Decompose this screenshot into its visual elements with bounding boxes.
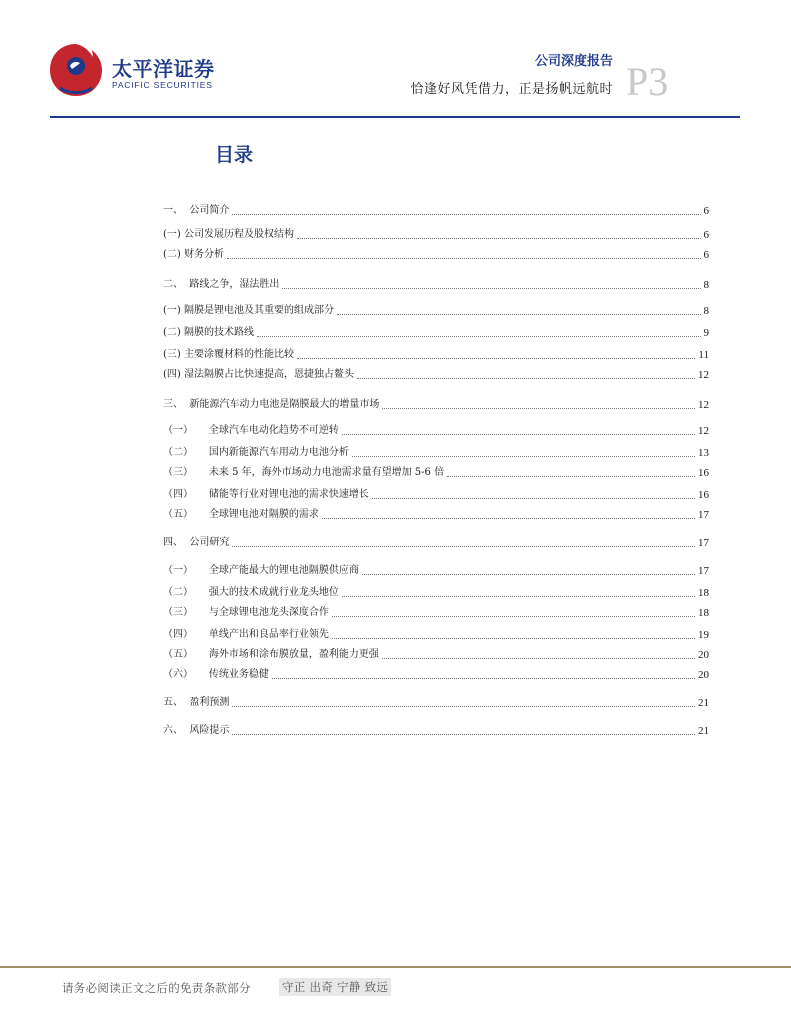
toc-entry-page: 6 (703, 205, 709, 217)
toc-entry[interactable] (163, 444, 709, 460)
toc-entry-page: 16 (698, 489, 709, 501)
toc-leader-dots (297, 358, 695, 359)
page-number: P3 (626, 59, 669, 104)
toc-leader-dots (337, 314, 701, 315)
toc-entry-page: 16 (698, 467, 709, 479)
footer-disclaimer: 请务必阅读正文之后的免责条款部分 (62, 981, 251, 995)
toc-entry-label: （四） 单线产出和良品率行业领先 (163, 629, 329, 640)
toc-entry-label: （一） 全球产能最大的锂电池隔膜供应商 (163, 565, 359, 576)
toc-entry[interactable] (163, 584, 709, 600)
toc-leader-dots (232, 214, 700, 215)
toc-entry[interactable] (163, 464, 709, 480)
toc-entry[interactable] (163, 396, 709, 412)
toc-entry-page: 6 (703, 229, 709, 241)
toc-entry-label: （一） 全球汽车电动化趋势不可逆转 (163, 425, 339, 436)
toc-entry[interactable] (163, 346, 709, 362)
toc-entry-page: 17 (698, 509, 709, 521)
toc-entry-label: （二） 强大的技术成就行业龙头地位 (163, 587, 339, 598)
toc-entry-page: 18 (698, 607, 709, 619)
toc-leader-dots (232, 734, 695, 735)
toc-leader-dots (282, 288, 700, 289)
toc-entry[interactable] (163, 486, 709, 502)
toc-entry[interactable] (163, 506, 709, 522)
toc-entry[interactable] (163, 722, 709, 738)
toc-entry-label: 四、 公司研究 (163, 537, 230, 548)
toc-heading: 目录 (215, 144, 254, 166)
toc-entry-label: (四) 湿法隔膜占比快速提高，恩捷独占鳌头 (163, 369, 354, 380)
toc-entry[interactable] (163, 646, 709, 662)
toc-leader-dots (362, 574, 695, 575)
toc-entry-page: 11 (698, 349, 709, 361)
toc-leader-dots (257, 336, 701, 337)
toc-entry-label: 一、 公司简介 (163, 205, 230, 216)
toc-entry[interactable] (163, 626, 709, 642)
toc-entry-label: （五） 海外市场和涂布膜放量，盈利能力更强 (163, 649, 379, 660)
toc-leader-dots (272, 678, 695, 679)
toc-entry-label: （二） 国内新能源汽车用动力电池分析 (163, 447, 349, 458)
toc-leader-dots (332, 638, 695, 639)
toc-entry-page: 19 (698, 629, 709, 641)
toc-leader-dots (357, 378, 695, 379)
toc-entry-page: 12 (698, 399, 709, 411)
toc-leader-dots (322, 518, 695, 519)
toc-entry-page: 17 (698, 565, 709, 577)
report-type: 公司深度报告 (534, 54, 613, 69)
toc-entry-page: 21 (698, 697, 709, 709)
toc-entry[interactable] (163, 246, 709, 262)
toc-leader-dots (232, 706, 695, 707)
toc-leader-dots (342, 596, 695, 597)
toc-entry[interactable] (163, 324, 709, 340)
toc-entry[interactable] (163, 202, 709, 218)
toc-entry-label: （四） 储能等行业对锂电池的需求快速增长 (163, 489, 369, 500)
toc-entry[interactable] (163, 694, 709, 710)
toc-entry-page: 12 (698, 369, 709, 381)
pacific-securities-logo-icon (46, 40, 106, 100)
toc-entry-label: (一) 隔膜是锂电池及其重要的组成部分 (163, 305, 334, 316)
toc-entry-label: 五、 盈利预测 (163, 697, 230, 708)
toc-entry-label: （三） 与全球锂电池龙头深度合作 (163, 607, 329, 618)
toc-entry-label: 六、 风险提示 (163, 725, 230, 736)
footer-motto: 守正 出奇 宁静 致远 (279, 978, 391, 996)
toc-entry[interactable] (163, 534, 709, 550)
toc-entry-page: 21 (698, 725, 709, 737)
toc-leader-dots (382, 658, 695, 659)
toc-entry[interactable] (163, 422, 709, 438)
toc-entry[interactable] (163, 666, 709, 682)
toc-entry-label: （五） 全球锂电池对隔膜的需求 (163, 509, 319, 520)
toc-leader-dots (332, 616, 695, 617)
toc-entry-label: (一) 公司发展历程及股权结构 (163, 229, 294, 240)
toc-entry[interactable] (163, 366, 709, 382)
toc-leader-dots (447, 476, 695, 477)
toc-leader-dots (297, 238, 701, 239)
brand-name-en: PACIFIC SECURITIES (112, 80, 213, 90)
toc-entry-label: (二) 隔膜的技术路线 (163, 327, 254, 338)
toc-entry[interactable] (163, 604, 709, 620)
toc-leader-dots (352, 456, 695, 457)
toc-entry-page: 13 (698, 447, 709, 459)
toc-entry[interactable] (163, 276, 709, 292)
header-divider (50, 116, 740, 118)
toc-entry-label: （三） 未来 5 年，海外市场动力电池需求量有望增加 5-6 倍 (163, 467, 445, 478)
toc-entry-page: 8 (703, 279, 709, 291)
toc-entry-page: 9 (703, 327, 709, 339)
toc-leader-dots (382, 408, 695, 409)
toc-leader-dots (232, 546, 695, 547)
toc-entry-page: 12 (698, 425, 709, 437)
toc-entry[interactable] (163, 302, 709, 318)
toc-entry-page: 18 (698, 587, 709, 599)
toc-entry[interactable] (163, 562, 709, 578)
toc-entry-page: 20 (698, 649, 709, 661)
toc-leader-dots (342, 434, 695, 435)
toc-leader-dots (372, 498, 695, 499)
toc-entry-page: 20 (698, 669, 709, 681)
toc-entry-label: 三、 新能源汽车动力电池是隔膜最大的增量市场 (163, 399, 380, 410)
toc-entry-label: (三) 主要涂覆材料的性能比较 (163, 349, 294, 360)
toc-entry-label: 二、 路线之争，湿法胜出 (163, 279, 280, 290)
toc-entry-label: (二) 财务分析 (163, 249, 224, 260)
brand-name-cn: 太平洋证券 (112, 57, 215, 81)
toc-entry-page: 6 (703, 249, 709, 261)
toc-leader-dots (227, 258, 701, 259)
footer-divider (0, 966, 791, 968)
toc-entry-label: （六） 传统业务稳健 (163, 669, 269, 680)
toc-entry[interactable] (163, 226, 709, 242)
report-title: 恰逢好风凭借力，正是扬帆远航时 (410, 82, 613, 97)
toc-entry-page: 17 (698, 537, 709, 549)
toc-entry-page: 8 (703, 305, 709, 317)
